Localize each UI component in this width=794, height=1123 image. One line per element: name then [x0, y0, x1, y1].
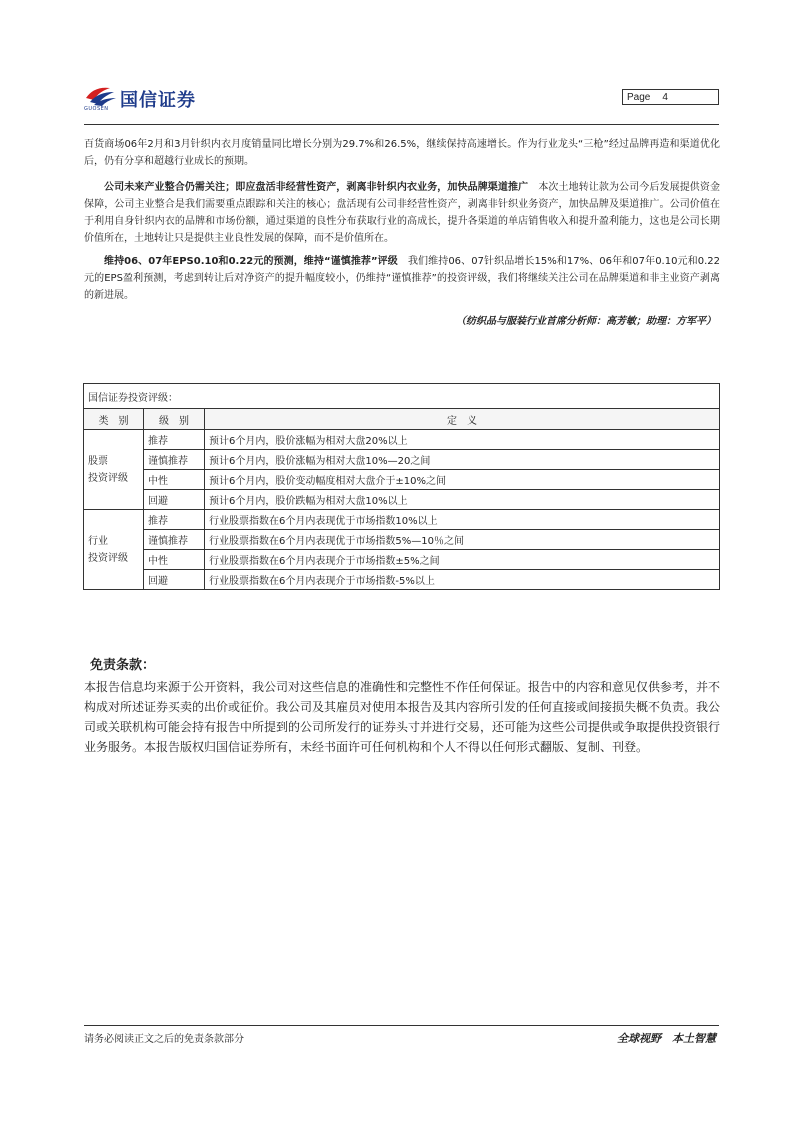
logo-text: 国信证券	[120, 90, 196, 111]
disclaimer-title: 免责条款：	[90, 658, 156, 673]
industry-level: 回避	[144, 570, 205, 590]
paragraph-forecast-body: 我们维持06、07针织品增长15%和17%、06年和07年0.10元和0.22元的EPS盈利预测，考虑到转让后对净资产的提升幅度较小，仍维持“谨慎推荐”的投资评级，我们将继续关注公司在品牌渠道和非主业资产剥离的新进展。	[84, 256, 721, 301]
industry-definition: 行业股票指数在6个月内表现优于市场指数5%—10％之间	[205, 530, 720, 550]
stock-definition: 预计6个月内，股价涨幅为相对大盘20%以上	[205, 430, 720, 450]
stock-level: 回避	[144, 490, 205, 510]
industry-level: 谨慎推荐	[144, 530, 205, 550]
footer-slogan: 全球视野 本土智慧	[617, 1032, 716, 1045]
industry-level: 中性	[144, 550, 205, 570]
page-indicator	[622, 89, 719, 105]
footer-divider	[84, 1025, 719, 1026]
paragraph-integration-body: 本次土地转让款为公司今后发展提供资金保障，公司主业整合是我们需要重点跟踪和关注的核心；盘活现有公司非经营性资产，剥离非针织业务资产，加快品牌及渠道推广。公司价值在于利用自身针织内衣的品牌和市场份额，通过渠道的良性分布获取行业的高成长，提升各渠道的单店销售收入和提升盈利能力，这也是公司长期价值所在，土地转让只是提供主业良性发展的保障，而不是价值所在。	[84, 182, 721, 244]
page-label: Page	[627, 92, 651, 103]
logo-sub-text: GUOSEN	[84, 106, 109, 112]
stock-definition: 预计6个月内，股价变动幅度相对大盘介于±10%之间	[205, 470, 720, 490]
stock-definition: 预计6个月内，股价涨幅为相对大盘10%—20之间	[205, 450, 720, 470]
stock-level: 中性	[144, 470, 205, 490]
page-number: 4	[662, 92, 668, 103]
industry-rating-category	[84, 510, 144, 590]
company-logo	[84, 84, 224, 114]
paragraph-integration-heading: 公司未来产业整合仍需关注；即应盘活非经营性资产，剥离非针织内衣业务，加快品牌渠道推广	[104, 182, 529, 193]
stock-level: 推荐	[144, 430, 205, 450]
industry-definition: 行业股票指数在6个月内表现介于市场指数-5%以上	[205, 570, 720, 590]
header-divider	[84, 124, 719, 125]
analyst-credit: （纺织品与服装行业首席分析师：高芳敏；助理：方军平）	[456, 316, 716, 327]
col-header-level: 级 别	[144, 409, 205, 430]
footer-notice: 请务必阅读正文之后的免责条款部分	[84, 1034, 244, 1045]
col-header-category: 类 别	[84, 409, 144, 430]
industry-definition: 行业股票指数在6个月内表现优于市场指数10%以上	[205, 510, 720, 530]
stock-rating-category	[84, 430, 144, 510]
rating-table-title: 国信证券投资评级：	[84, 384, 720, 409]
industry-definition: 行业股票指数在6个月内表现介于市场指数±5%之间	[205, 550, 720, 570]
paragraph-sales-growth: 百货商场06年2月和3月针织内衣月度销量同比增长分别为29.7%和26.5%，继续保持高速增长。作为行业龙头“三枪”经过品牌再造和渠道优化后，仍有分享和超越行业成长的预期。	[84, 139, 720, 167]
paragraph-integration	[84, 179, 720, 247]
industry-category-label: 行业 投资评级	[88, 535, 128, 564]
industry-level: 推荐	[144, 510, 205, 530]
disclaimer-text: 本报告信息均来源于公开资料，我公司对这些信息的准确性和完整性不作任何保证。报告中的内容和意见仅供参考，并不构成对所述证券买卖的出价或征价。我公司及其雇员对使用本报告及其内容所引发的任何直接或间接损失概不负责。我公司或关联机构可能会持有报告中所提到的公司所发行的证券头寸并进行交易，还可能为这些公司提供或争取提供投资银行业务服务。本报告版权归国信证券所有，未经书面许可任何机构和个人不得以任何形式翻版、复制、刊登。	[84, 680, 721, 754]
stock-level: 谨慎推荐	[144, 450, 205, 470]
col-header-definition: 定 义	[205, 409, 720, 430]
rating-definition-table	[83, 383, 720, 590]
paragraph-forecast	[84, 253, 720, 304]
stock-category-label: 股票 投资评级	[88, 455, 128, 484]
paragraph-forecast-heading: 维持06、07年EPS0.10和0.22元的预测，维持“谨慎推荐”评级	[104, 256, 398, 267]
stock-definition: 预计6个月内，股价跌幅为相对大盘10%以上	[205, 490, 720, 510]
